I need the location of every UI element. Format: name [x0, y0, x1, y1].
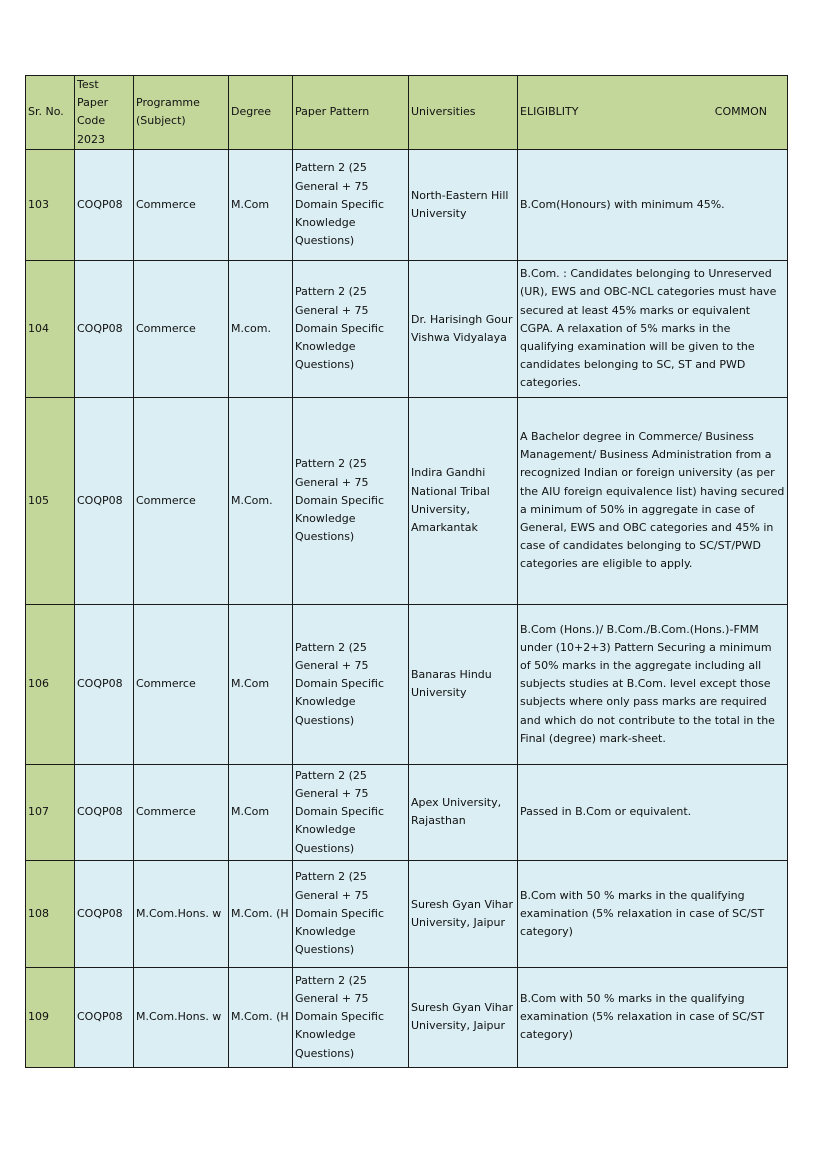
paper-pattern-cell: Pattern 2 (25 General + 75 Domain Specific Knowledge Questions): [293, 397, 409, 604]
table-row: [26, 604, 788, 764]
programme-cell: Commerce: [134, 260, 229, 397]
header-eligibility: ELIGIBLITY: [520, 105, 579, 119]
sr-no-cell: 109: [26, 967, 75, 1067]
eligibility-cell: B.Com (Hons.)/ B.Com./B.Com.(Hons.)-FMM under (10+2+3) Pattern Securing a minimum of 50% marks in the aggregate including all subjects studies at B.Com. level except those subjects where only pass marks are required and which do not contribute to the total in the Final (degree) mark-sheet.: [518, 604, 788, 764]
eligibility-cell: A Bachelor degree in Commerce/ Business Management/ Business Administration from a recognized Indian or foreign university (as per the AIU foreign equivalence list) having secured a minimum of 50% in aggregate in case of General, EWS and OBC categories and 45% in case of candidates belonging to SC/ST/PWD categories are eligible to apply.: [518, 397, 788, 604]
eligibility-cell: B.Com. : Candidates belonging to Unreserved (UR), EWS and OBC-NCL categories must have secured at least 45% marks or equivalent CGPA. A relaxation of 5% marks in the qualifying examination will be given to the candidates belonging to SC, ST and PWD categories.: [518, 260, 788, 397]
table-row: [26, 149, 788, 260]
header-sr-no: Sr. No.: [26, 76, 75, 150]
test-paper-code-cell: COQP08: [75, 149, 134, 260]
sr-no-cell: 107: [26, 764, 75, 860]
degree-cell: M.Com: [229, 149, 293, 260]
test-paper-code-cell: COQP08: [75, 604, 134, 764]
degree-cell: M.Com: [229, 604, 293, 764]
degree-cell: M.Com.: [229, 397, 293, 604]
eligibility-cell: B.Com with 50 % marks in the qualifying examination (5% relaxation in case of SC/ST category): [518, 967, 788, 1067]
degree-cell: M.Com. (H: [229, 860, 293, 967]
test-paper-code-cell: COQP08: [75, 397, 134, 604]
test-paper-code-cell: COQP08: [75, 260, 134, 397]
test-paper-code-cell: COQP08: [75, 860, 134, 967]
university-cell: Apex University, Rajasthan: [409, 764, 518, 860]
eligibility-cell: B.Com(Honours) with minimum 45%.: [518, 149, 788, 260]
sr-no-cell: 103: [26, 149, 75, 260]
paper-pattern-cell: Pattern 2 (25 General + 75 Domain Specific Knowledge Questions): [293, 764, 409, 860]
paper-pattern-cell: Pattern 2 (25 General + 75 Domain Specific Knowledge Questions): [293, 604, 409, 764]
eligibility-cell: B.Com with 50 % marks in the qualifying examination (5% relaxation in case of SC/ST category): [518, 860, 788, 967]
test-paper-code-cell: COQP08: [75, 764, 134, 860]
degree-cell: M.Com: [229, 764, 293, 860]
programme-cell: M.Com.Hons. w: [134, 967, 229, 1067]
paper-pattern-cell: Pattern 2 (25 General + 75 Domain Specific Knowledge Questions): [293, 967, 409, 1067]
header-universities: Universities: [409, 76, 518, 150]
university-cell: Suresh Gyan Vihar University, Jaipur: [409, 967, 518, 1067]
header-programme: Programme (Subject): [134, 76, 229, 150]
programme-cell: Commerce: [134, 604, 229, 764]
header-common: COMMON: [714, 105, 767, 119]
table-header-row: [26, 76, 788, 150]
header-eligibility-cell: [518, 76, 788, 150]
sr-no-cell: 104: [26, 260, 75, 397]
degree-cell: M.Com. (H: [229, 967, 293, 1067]
header-degree: Degree: [229, 76, 293, 150]
table-row: [26, 260, 788, 397]
university-cell: North-Eastern Hill University: [409, 149, 518, 260]
degree-cell: M.com.: [229, 260, 293, 397]
programme-cell: Commerce: [134, 764, 229, 860]
programme-cell: M.Com.Hons. w: [134, 860, 229, 967]
programme-cell: Commerce: [134, 149, 229, 260]
paper-pattern-cell: Pattern 2 (25 General + 75 Domain Specific Knowledge Questions): [293, 260, 409, 397]
university-cell: Indira Gandhi National Tribal University, Amarkantak: [409, 397, 518, 604]
test-paper-code-cell: COQP08: [75, 967, 134, 1067]
university-cell: Banaras Hindu University: [409, 604, 518, 764]
table-row: [26, 397, 788, 604]
programme-cell: Commerce: [134, 397, 229, 604]
eligibility-cell: Passed in B.Com or equivalent.: [518, 764, 788, 860]
sr-no-cell: 106: [26, 604, 75, 764]
header-test-paper-code: Test Paper Code 2023: [75, 76, 134, 150]
university-cell: Suresh Gyan Vihar University, Jaipur: [409, 860, 518, 967]
paper-pattern-cell: Pattern 2 (25 General + 75 Domain Specific Knowledge Questions): [293, 149, 409, 260]
eligibility-table: [25, 75, 788, 1068]
table-row: [26, 967, 788, 1067]
table-row: [26, 764, 788, 860]
sr-no-cell: 108: [26, 860, 75, 967]
sr-no-cell: 105: [26, 397, 75, 604]
paper-pattern-cell: Pattern 2 (25 General + 75 Domain Specific Knowledge Questions): [293, 860, 409, 967]
table-row: [26, 860, 788, 967]
header-paper-pattern: Paper Pattern: [293, 76, 409, 150]
university-cell: Dr. Harisingh Gour Vishwa Vidyalaya: [409, 260, 518, 397]
